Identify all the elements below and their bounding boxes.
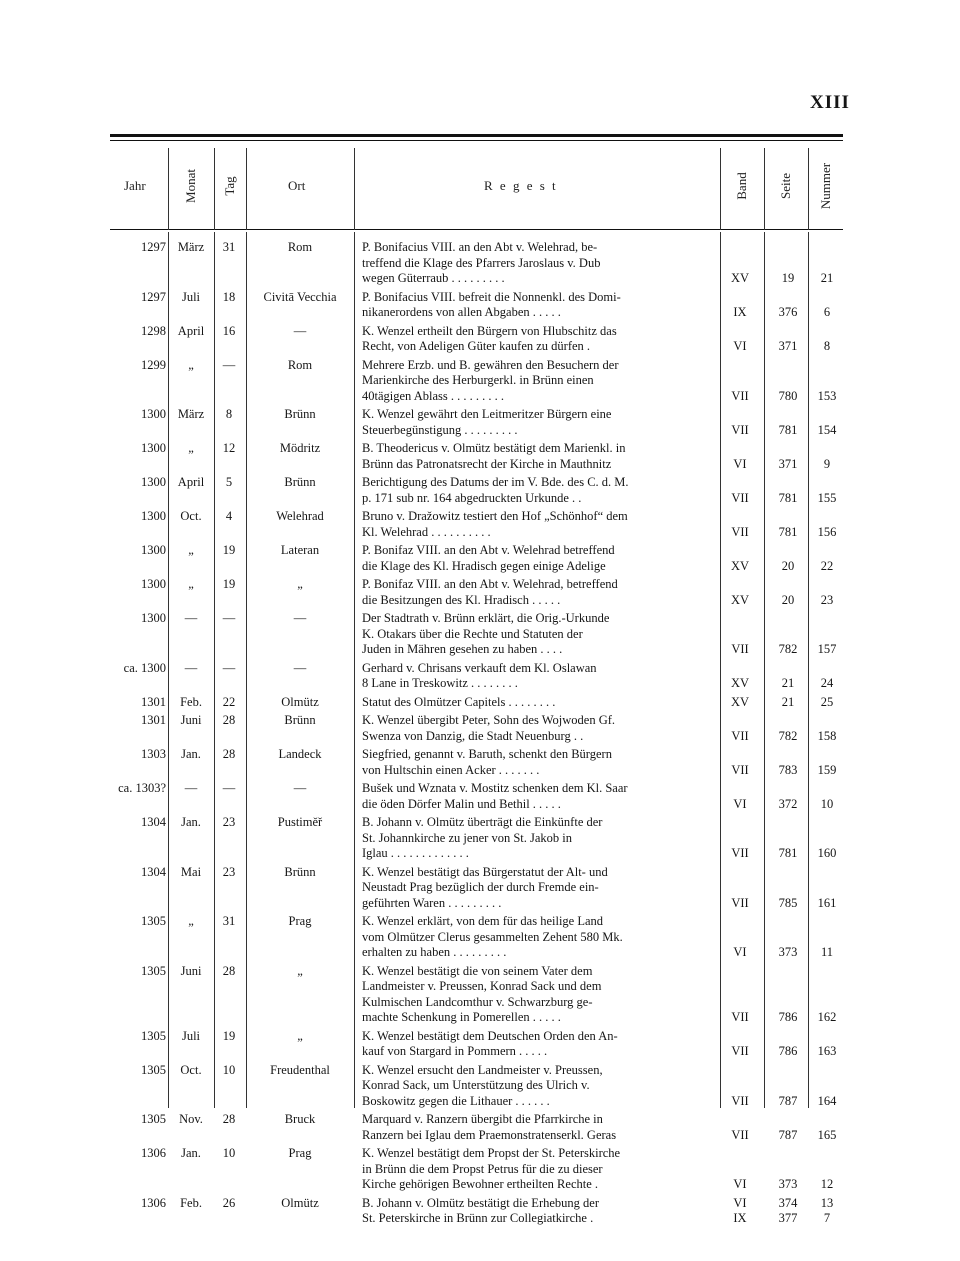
row-page: 786 — [778, 1044, 798, 1058]
row-regest — [362, 543, 714, 574]
row-regest — [362, 964, 714, 1026]
row-band: XV — [730, 676, 750, 690]
regest-line: Ranzern bei Iglau dem Praemonstratenserkl. Geras — [362, 1127, 617, 1142]
row-day: 19 — [222, 543, 236, 557]
row-place: Rom — [287, 357, 313, 372]
row-place: Olmütz — [281, 1195, 319, 1210]
row-month: — — [184, 611, 198, 625]
row-place: „ — [297, 1028, 303, 1043]
row-band: VII — [731, 1127, 749, 1142]
row-page: 20 — [781, 558, 795, 573]
row-page: 373 — [778, 945, 798, 959]
row-band: VII — [731, 422, 749, 437]
regest-line: Iglau . . . . . . . . . . . . . — [362, 846, 469, 860]
row-day: — — [222, 611, 236, 625]
regest-line: Landmeister v. Preussen, Konrad Sack und dem — [362, 979, 602, 993]
row-number: 23 — [820, 592, 834, 607]
row-year: 1300 — [141, 543, 166, 557]
row-band: VII — [731, 846, 749, 860]
header-rule-top — [110, 134, 843, 137]
regest-line: K. Wenzel ertheilt den Bürgern von Hlubschitz das — [362, 323, 617, 338]
row-regest — [362, 747, 714, 778]
row-band: VI — [733, 456, 747, 471]
row-month: Juni — [180, 713, 202, 727]
row-year: ca. 1303? — [118, 781, 166, 795]
regest-line: P. Bonifaz VIII. an den Abt v. Welehrad, betreffend — [362, 577, 618, 591]
row-day: 12 — [222, 441, 236, 455]
row-place: — — [293, 323, 307, 338]
row-number: 159 — [817, 762, 837, 777]
row-regest — [362, 324, 714, 355]
row-year: 1304 — [141, 864, 166, 879]
row-page: 373 — [778, 1177, 798, 1191]
row-place: Lateran — [280, 543, 320, 557]
row-place: Brünn — [284, 864, 316, 879]
divider — [246, 148, 247, 230]
regest-line: B. Johann v. Olmütz überträgt die Einkünfte der — [362, 815, 603, 829]
row-day: 16 — [222, 323, 236, 338]
row-page: 781 — [778, 422, 798, 437]
row-place: Rom — [287, 240, 313, 254]
row-regest — [362, 577, 714, 608]
row-day: 19 — [222, 1028, 236, 1043]
regest-line: Berichtigung des Datums der im V. Bde. des C. d. M. — [362, 475, 629, 489]
row-page: 786 — [778, 1010, 798, 1024]
column-divider — [720, 232, 721, 1108]
row-regest — [362, 1063, 714, 1110]
regest-line: Recht, von Adeligen Güter kaufen zu dürfen . — [362, 339, 591, 353]
row-page: 371 — [778, 456, 798, 471]
row-regest — [362, 914, 714, 961]
row-year: 1300 — [141, 475, 166, 489]
regest-line: K. Wenzel ersucht den Landmeister v. Preussen, — [362, 1062, 603, 1077]
row-page: 21 — [781, 694, 795, 709]
row-page: 782 — [778, 728, 798, 743]
row-regest — [362, 713, 714, 744]
regest-line: Marienkirche des Herburgerkl. in Brünn einen — [362, 373, 594, 387]
divider — [720, 148, 721, 230]
row-day: 23 — [222, 864, 236, 879]
row-place: Prag — [288, 914, 312, 928]
row-day: 28 — [222, 963, 236, 978]
row-month: Juni — [180, 963, 202, 978]
header-ort: Ort — [288, 178, 306, 193]
regest-line: Juden in Mähren gesehen zu haben . . . . — [362, 642, 563, 656]
row-month: „ — [188, 357, 194, 372]
row-place: Brünn — [284, 713, 316, 727]
row-regest — [362, 475, 714, 506]
row-band: VII — [731, 1093, 749, 1108]
row-regest — [362, 509, 714, 540]
row-band: XV — [730, 694, 750, 709]
column-divider — [764, 232, 765, 1108]
row-page: 372 — [778, 796, 798, 811]
header-seite: Seite — [778, 173, 793, 199]
divider — [808, 148, 809, 230]
row-day: 22 — [222, 694, 236, 709]
regest-line: Mehrere Erzb. und B. gewähren den Besuchern der — [362, 357, 619, 372]
regest-line: Bruno v. Dražowitz testiert den Hof „Schönhof“ dem — [362, 509, 628, 523]
row-place: Brünn — [284, 407, 316, 421]
row-regest — [362, 815, 714, 862]
row-month: April — [177, 323, 205, 338]
row-year: 1300 — [141, 611, 166, 625]
regest-line: nikanerordens von allen Abgaben . . . . . — [362, 305, 561, 319]
column-divider — [354, 232, 355, 1108]
row-page: 781 — [778, 846, 798, 860]
row-band: VI — [733, 1195, 747, 1210]
row-day: 28 — [222, 1112, 236, 1126]
row-place: Bruck — [284, 1112, 316, 1126]
row-place: — — [293, 660, 307, 675]
row-number: 157 — [817, 642, 837, 656]
regest-line: Bušek und Wznata v. Mostitz schenken dem Kl. Saar — [362, 781, 628, 795]
row-page: 371 — [778, 339, 798, 353]
row-day: 5 — [225, 475, 233, 489]
row-band: VII — [731, 642, 749, 656]
row-day: 8 — [225, 407, 233, 421]
row-band: XV — [730, 592, 750, 607]
row-regest — [362, 865, 714, 912]
row-month: „ — [188, 441, 194, 455]
regest-line: wegen Güterraub . . . . . . . . . — [362, 271, 505, 285]
row-month: Jan. — [181, 747, 201, 761]
regest-line: Brünn das Patronatsrecht der Kirche in Mauthnitz — [362, 456, 612, 471]
row-number: 164 — [817, 1093, 837, 1108]
row-year: 1300 — [141, 577, 166, 591]
row-page: 781 — [778, 524, 798, 539]
row-day: 28 — [222, 747, 236, 761]
row-place: Welehrad — [276, 509, 324, 523]
header-rule-bottom — [110, 229, 843, 230]
row-day: 28 — [222, 713, 236, 727]
column-divider — [246, 232, 247, 1108]
column-divider — [168, 232, 169, 1108]
row-place: „ — [297, 963, 303, 978]
row-year: 1305 — [141, 963, 166, 978]
row-number: 12 — [820, 1177, 834, 1191]
row-year: 1305 — [141, 1028, 166, 1043]
row-page: 785 — [778, 895, 798, 910]
row-month: Jan. — [181, 815, 201, 829]
row-band: VI — [733, 1177, 747, 1191]
row-day: — — [222, 357, 236, 372]
row-band-2: IX — [733, 1211, 747, 1225]
row-band: VII — [731, 728, 749, 743]
row-day: 10 — [222, 1062, 236, 1077]
regest-line: B. Theodericus v. Olmütz bestätigt dem Marienkl. in — [362, 441, 626, 455]
regest-line: B. Johann v. Olmütz bestätigt die Erhebung der — [362, 1195, 599, 1210]
divider — [168, 148, 169, 230]
row-day: — — [222, 781, 236, 795]
row-year: 1298 — [141, 323, 166, 338]
row-page: 20 — [781, 592, 795, 607]
regest-line: erhalten zu haben . . . . . . . . . — [362, 945, 507, 959]
regest-line: Steuerbegünstigung . . . . . . . . . — [362, 422, 518, 437]
row-place: Mödritz — [279, 441, 321, 455]
row-place: „ — [297, 577, 303, 591]
row-number: 25 — [820, 694, 834, 709]
row-number-2: 7 — [823, 1211, 831, 1225]
row-day: 23 — [222, 815, 236, 829]
row-month: März — [177, 240, 205, 254]
row-month: „ — [188, 914, 194, 928]
row-band: IX — [733, 305, 747, 319]
row-regest — [362, 358, 714, 405]
row-year: 1300 — [141, 407, 166, 421]
regest-line: die Besitzungen des Kl. Hradisch . . . . . — [362, 592, 561, 607]
row-number: 160 — [817, 846, 837, 860]
header-jahr: Jahr — [124, 178, 146, 193]
row-page: 376 — [778, 305, 798, 319]
row-band: VII — [731, 895, 749, 910]
regest-line: Kulmischen Landcomthur v. Schwarzburg ge- — [362, 994, 593, 1009]
row-band: VII — [731, 524, 749, 539]
row-year: 1300 — [141, 509, 166, 523]
row-number: 6 — [823, 305, 831, 319]
regest-line: K. Wenzel bestätigt das Bürgerstatut der Alt- und — [362, 864, 608, 879]
regest-line: Kl. Welehrad . . . . . . . . . . — [362, 524, 491, 539]
regest-line: Marquard v. Ranzern übergibt die Pfarrkirche in — [362, 1112, 603, 1126]
row-year: 1303 — [141, 747, 166, 761]
regest-line: St. Peterskirche in Brünn zur Collegiatkirche . — [362, 1211, 594, 1225]
header-rule-top-thin — [110, 140, 843, 141]
row-band: VII — [731, 762, 749, 777]
regest-line: St. Johannkirche zu jener von St. Jakob in — [362, 830, 573, 845]
regest-line: Swenza von Danzig, die Stadt Neuenburg . . — [362, 728, 584, 743]
regest-line: K. Wenzel erklärt, von dem für das heilige Land — [362, 914, 604, 928]
row-regest — [362, 407, 714, 438]
regest-line: K. Wenzel bestätigt dem Propst der St. Peterskirche — [362, 1146, 621, 1160]
regest-line: Der Stadtrath v. Brünn erklärt, die Orig.-Urkunde — [362, 611, 610, 625]
row-regest — [362, 1146, 714, 1193]
row-regest — [362, 661, 714, 692]
column-divider — [214, 232, 215, 1108]
row-day: 18 — [222, 289, 236, 304]
regest-line: Boskowitz gegen die Lithauer . . . . . . — [362, 1093, 550, 1108]
row-band: VI — [733, 945, 747, 959]
row-band: VII — [731, 1010, 749, 1024]
row-year: 1306 — [141, 1195, 166, 1210]
row-number: 13 — [820, 1195, 834, 1210]
row-day: 26 — [222, 1195, 236, 1210]
row-regest — [362, 1196, 714, 1227]
header-band: Band — [734, 172, 749, 200]
row-year: 1305 — [141, 1062, 166, 1077]
row-number: 162 — [817, 1010, 837, 1024]
row-month: Oct. — [180, 509, 202, 523]
page-number: XIII — [810, 92, 850, 113]
regest-line: vom Olmützer Clerus gesammelten Zehent 580 Mk. — [362, 929, 623, 944]
row-year: 1297 — [141, 289, 166, 304]
row-number: 10 — [820, 796, 834, 811]
row-number: 22 — [820, 558, 834, 573]
row-band: VII — [731, 1044, 749, 1058]
row-number: 11 — [820, 945, 834, 959]
regest-line: K. Wenzel übergibt Peter, Sohn des Wojwoden Gf. — [362, 713, 616, 727]
row-band: XV — [730, 558, 750, 573]
row-day: 19 — [222, 577, 236, 591]
regest-line: Neustadt Prag bezüglich der durch Fremde ein- — [362, 880, 599, 894]
row-day: — — [222, 660, 236, 675]
row-month: Mai — [180, 864, 202, 879]
row-place: Civitā Vecchia — [263, 289, 337, 304]
header-nummer: Nummer — [818, 162, 833, 210]
regest-line: von Hultschin einen Acker . . . . . . . — [362, 762, 540, 777]
row-place: Olmütz — [281, 694, 319, 709]
regest-line: treffend die Klage des Pfarrers Jaroslaus v. Dub — [362, 255, 601, 270]
row-place: Prag — [288, 1146, 312, 1160]
row-month: — — [184, 660, 198, 675]
row-regest — [362, 240, 714, 287]
row-place: Landeck — [278, 747, 322, 761]
row-day: 31 — [222, 240, 236, 254]
regest-line: Konrad Sack, um Unterstützung des Ulrich v. — [362, 1078, 590, 1092]
header-regest: R e g e s t — [484, 178, 558, 193]
row-year: 1301 — [141, 694, 166, 709]
regest-line: geführten Waren . . . . . . . . . — [362, 895, 502, 910]
regest-line: Kirche gehörigen Bewohner ertheilten Rechte . — [362, 1177, 599, 1191]
row-band: VII — [731, 490, 749, 505]
row-place: Pustiměř — [277, 815, 323, 829]
row-year: ca. 1300 — [123, 660, 166, 675]
row-year: 1305 — [141, 1112, 166, 1126]
row-number: 163 — [817, 1044, 837, 1058]
row-month: Jan. — [181, 1146, 201, 1160]
row-month: — — [184, 781, 198, 795]
row-page: 19 — [781, 271, 795, 285]
row-regest — [362, 1112, 714, 1143]
row-number: 8 — [823, 339, 831, 353]
regest-line: machte Schenkung in Pomerellen . . . . . — [362, 1010, 561, 1024]
header-tag: Tag — [222, 176, 237, 196]
regest-line: K. Otakars über die Rechte und Statuten der — [362, 626, 583, 641]
regest-line: P. Bonifacius VIII. befreit die Nonnenkl. des Domi- — [362, 289, 621, 304]
row-number: 161 — [817, 895, 837, 910]
row-month: April — [177, 475, 205, 489]
regest-line: 40tägigen Ablass . . . . . . . . . — [362, 388, 505, 403]
row-page: 781 — [778, 490, 798, 505]
divider — [214, 148, 215, 230]
row-band: VII — [731, 388, 749, 403]
row-place: Freudenthal — [270, 1062, 330, 1077]
row-number: 153 — [817, 388, 837, 403]
regest-line: Statut des Olmützer Capitels . . . . . . . . — [362, 694, 556, 709]
row-number: 155 — [817, 490, 837, 505]
regest-line: P. Bonifacius VIII. an den Abt v. Welehrad, be- — [362, 240, 598, 254]
row-year: 1304 — [141, 815, 166, 829]
row-month: „ — [188, 543, 194, 557]
row-day: 4 — [225, 509, 233, 523]
row-day: 31 — [222, 914, 236, 928]
row-month: Oct. — [180, 1062, 202, 1077]
row-band: XV — [730, 271, 750, 285]
row-number: 9 — [823, 456, 831, 471]
regest-line: kauf von Stargard in Pommern . . . . . — [362, 1044, 548, 1058]
row-page-2: 377 — [778, 1211, 798, 1225]
regest-line: K. Wenzel bestätigt dem Deutschen Orden den An- — [362, 1028, 618, 1043]
row-month: Nov. — [179, 1112, 203, 1126]
row-regest — [362, 781, 714, 812]
regest-line: 8 Lane in Treskowitz . . . . . . . . — [362, 676, 518, 690]
row-day: 10 — [222, 1146, 236, 1160]
row-page: 787 — [778, 1093, 798, 1108]
row-year: 1299 — [141, 357, 166, 372]
regest-line: Siegfried, genannt v. Baruth, schenkt den Bürgern — [362, 747, 612, 761]
row-band: VI — [733, 796, 747, 811]
row-regest — [362, 290, 714, 321]
row-month: Feb. — [180, 1195, 202, 1210]
row-year: 1300 — [141, 441, 166, 455]
row-place: — — [293, 781, 307, 795]
regest-line: p. 171 sub nr. 164 abgedruckten Urkunde . . — [362, 490, 582, 505]
row-page: 374 — [778, 1195, 798, 1210]
row-number: 154 — [817, 422, 837, 437]
row-number: 158 — [817, 728, 837, 743]
row-page: 787 — [778, 1127, 798, 1142]
row-month: Juli — [181, 1028, 201, 1043]
row-place: — — [293, 611, 307, 625]
row-number: 156 — [817, 524, 837, 539]
row-page: 780 — [778, 388, 798, 403]
row-page: 782 — [778, 642, 798, 656]
regest-line: K. Wenzel gewährt den Leitmeritzer Bürgern eine — [362, 407, 612, 421]
row-number: 165 — [817, 1127, 837, 1142]
column-divider — [808, 232, 809, 1108]
header-monat: Monat — [183, 169, 198, 203]
row-page: 21 — [781, 676, 795, 690]
divider — [354, 148, 355, 230]
regest-line: Gerhard v. Chrisans verkauft dem Kl. Oslawan — [362, 660, 597, 675]
row-regest — [362, 1029, 714, 1060]
row-month: März — [177, 407, 205, 421]
regest-line: die Klage des Kl. Hradisch gegen einige Adelige — [362, 558, 606, 573]
row-month: Juli — [181, 289, 201, 304]
regest-line: die öden Dörfer Malin und Bethil . . . . . — [362, 796, 561, 811]
row-place: Brünn — [284, 475, 316, 489]
row-regest — [362, 441, 714, 472]
row-year: 1297 — [141, 240, 166, 254]
row-number: 21 — [820, 271, 834, 285]
row-number: 24 — [820, 676, 834, 690]
regest-line: in Brünn die dem Propst Petrus für die zu dieser — [362, 1161, 603, 1176]
row-regest — [362, 695, 714, 711]
regest-line: P. Bonifaz VIII. an den Abt v. Welehrad betreffend — [362, 543, 615, 557]
row-month: „ — [188, 577, 194, 591]
row-page: 783 — [778, 762, 798, 777]
row-year: 1305 — [141, 914, 166, 928]
regest-line: K. Wenzel bestätigt die von seinem Vater dem — [362, 963, 593, 978]
divider — [764, 148, 765, 230]
row-month: Feb. — [180, 694, 202, 709]
row-band: VI — [733, 339, 747, 353]
row-year: 1306 — [141, 1146, 166, 1160]
row-year: 1301 — [141, 713, 166, 727]
row-regest — [362, 611, 714, 658]
